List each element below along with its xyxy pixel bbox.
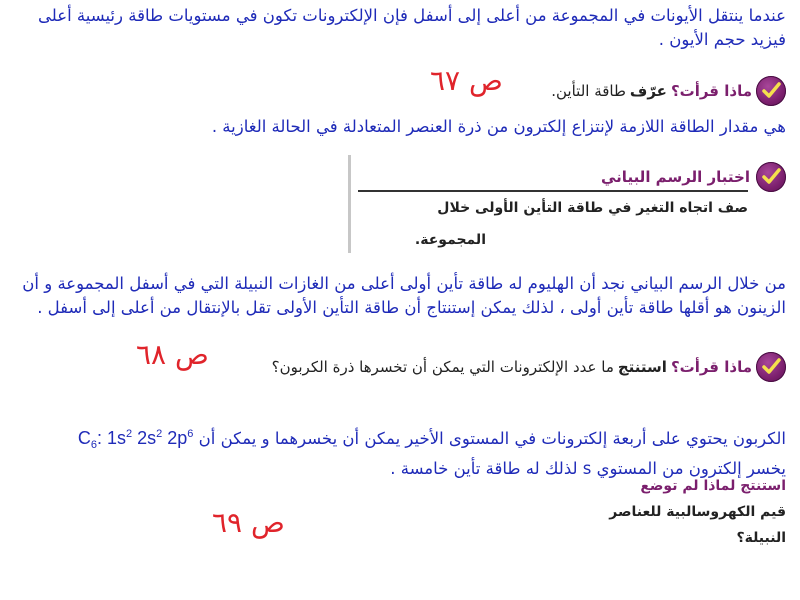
answer-3-line-2: يخسر إلكترون من المستوي s لذلك له طاقة تأين خامسة . bbox=[390, 459, 786, 478]
question-1-label: ماذا قرأت؟ bbox=[670, 82, 752, 100]
question-2 bbox=[272, 352, 786, 382]
page-ref-69: ص ٦٩ bbox=[212, 506, 285, 539]
question-1 bbox=[551, 76, 786, 106]
intro-line-1: عندما ينتقل الأيونات في المجموعة من أعلى إلى أسفل فإن الإلكترونات تكون في مستويات طاقة رئيسية أعلى bbox=[38, 6, 786, 25]
inference-line-3: النبيلة؟ bbox=[736, 530, 786, 546]
checkmark-icon bbox=[756, 162, 786, 192]
intro-line-2: فيزيد حجم الأيون . bbox=[658, 30, 786, 49]
answer-2 bbox=[10, 272, 786, 320]
graph-box bbox=[356, 162, 786, 252]
answer-3 bbox=[10, 422, 786, 481]
question-2-label: ماذا قرأت؟ bbox=[670, 358, 752, 376]
page-ref-67: ص ٦٧ bbox=[430, 64, 503, 97]
question-1-verb: عرّف bbox=[629, 82, 667, 100]
graph-box-left-border bbox=[348, 155, 351, 253]
answer-2-line-1: من خلال الرسم البياني نجد أن الهليوم له طاقة تأين أولى أعلى من الغازات النبيلة التي في أسفل المجموعة و أن bbox=[22, 274, 786, 293]
checkmark-icon bbox=[756, 76, 786, 106]
answer-2-line-2: الزينون هو أقلها طاقة تأين أولى ، لذلك يمكن إستنتاج أن طاقة التأين الأولى تقل بالإنتقال من أعلى إلى أسفل . bbox=[37, 298, 786, 317]
inference-line-2: قيم الكهروسالبية للعناصر bbox=[609, 504, 786, 520]
graph-box-rule bbox=[358, 190, 748, 192]
answer-1: هي مقدار الطاقة اللازمة لإنتزاع إلكترون من ذرة العنصر المتعادلة في الحالة الغازية . bbox=[211, 117, 786, 136]
graph-box-title: اختبار الرسم البياني bbox=[601, 168, 750, 186]
question-1-text: طاقة التأين. bbox=[551, 82, 626, 100]
graph-box-line-2: المجموعة. bbox=[414, 232, 486, 248]
question-2-verb: استنتج bbox=[617, 358, 667, 376]
answer-3-text-1: الكربون يحتوي على أربعة إلكترونات في المستوى الأخير يمكن أن يخسرهما و يمكن أن bbox=[198, 429, 786, 448]
inference-line-1: استنتج لماذا لم توضع bbox=[640, 478, 786, 494]
checkmark-icon bbox=[756, 352, 786, 382]
page-ref-68: ص ٦٨ bbox=[136, 338, 209, 371]
question-2-text: ما عدد الإلكترونات التي يمكن أن تخسرها ذرة الكربون؟ bbox=[271, 358, 614, 376]
graph-box-line-1: صف اتجاه التغير في طاقة التأين الأولى خلال bbox=[437, 200, 748, 216]
answer-3-line-1 bbox=[10, 422, 786, 457]
inference-box bbox=[486, 478, 786, 546]
electron-configuration: $C_6$: $1s^2$ $2s^2$ $2p^6$ bbox=[77, 428, 194, 451]
intro-paragraph bbox=[10, 4, 786, 52]
